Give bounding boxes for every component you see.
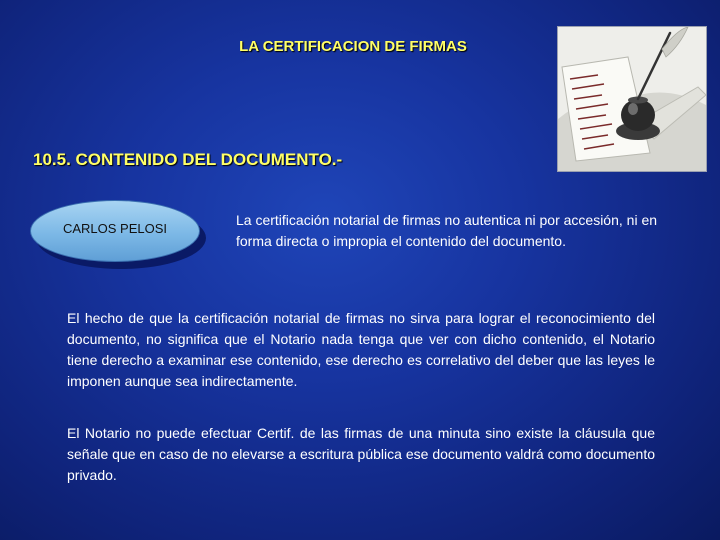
author-oval — [30, 200, 200, 262]
body-paragraph-1: El hecho de que la certificación notarial de firmas no sirva para lograr el reconocimiento del documento, no significa que el Notario nada tenga que ver con dicho contenido, el Notario tiene derecho a examinar ese contenido, ese derecho es correlativo del deber que las leyes le imponen aunque sea indirectamente. — [67, 310, 655, 389]
intro-text: La certificación notarial de firmas no autentica ni por accesión, ni en forma directa o impropia el contenido del documento. — [236, 212, 658, 249]
section-heading: 10.5. CONTENIDO DEL DOCUMENTO.- — [33, 150, 343, 169]
author-name: CARLOS PELOSI — [62, 221, 168, 236]
slide-title: LA CERTIFICACION DE FIRMAS — [239, 38, 467, 55]
quill-inkwell-icon — [558, 27, 706, 171]
body-paragraph-2: El Notario no puede efectuar Certif. de las firmas de una minuta sino existe la cláusula que señale que en caso de no elevarse a escritura pública ese documento valdrá como documento privado. — [67, 425, 655, 483]
quill-inkwell-photo — [557, 26, 707, 172]
